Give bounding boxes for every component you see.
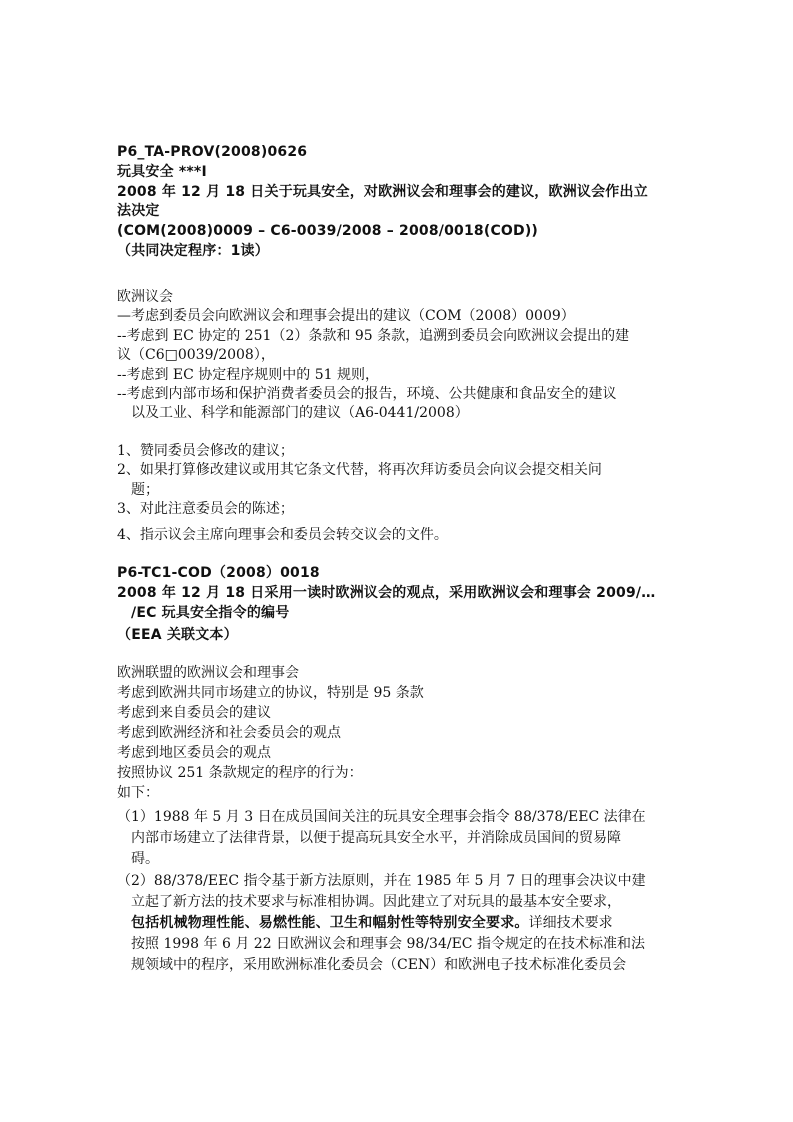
preamble-line: 议（C6□0039/2008）， — [117, 347, 275, 363]
preamble-line: 以及工业、科学和能源部门的建议（A6-0441/2008） — [131, 405, 469, 421]
preamble-line: --考虑到 EC 协定程序规则中的 51 规则， — [117, 367, 380, 383]
doc-subject: 玩具安全 ***I — [117, 164, 207, 180]
preamble-line: --考虑到内部市场和保护消费者委员会的报告，环境、公共健康和食品安全的建议 — [117, 386, 617, 402]
doc-ref: P6_TA-PROV(2008)0626 — [117, 144, 308, 160]
doc-codes: (COM(2008)0009 – C6-0039/2008 – 2008/0018(COD)) — [117, 223, 539, 239]
decision-item: 题； — [131, 482, 159, 498]
body-line: 考虑到地区委员会的观点 — [117, 745, 271, 761]
preamble-heading: 欧洲议会 — [117, 289, 173, 305]
recital-2-line: （2）88/378/EEC 指令基于新方法原则，并在 1985 年 5 月 7 日的理事会决议中建 — [117, 873, 646, 889]
decision-item: 4、指示议会主席向理事会和委员会转交议会的文件。 — [117, 527, 448, 543]
recital-1-line: 内部市场建立了法律背景，以便于提高玩具安全水平，并消除成员国间的贸易障 — [131, 830, 621, 846]
recital-2-line: 按照 1998 年 6 月 22 日欧洲议会和理事会 98/34/EC 指令规定的在技术标准和法 — [131, 936, 645, 952]
section2-ref: P6-TC1-COD（2008）0018 — [117, 565, 320, 581]
body-line: 按照协议 251 条款规定的程序的行为： — [117, 765, 363, 781]
recital-1-line: 碍。 — [131, 851, 159, 867]
section2-title-line1: 2008 年 12 月 18 日采用一读时欧洲议会的观点，采用欧洲议会和理事会 2009/… — [117, 585, 656, 601]
decision-item: 3、对此注意委员会的陈述； — [117, 501, 294, 517]
section2-title-line2: /EC 玩具安全指令的编号 — [131, 605, 290, 621]
preamble-line: --考虑到 EC 协定的 251（2）条款和 95 条款，追溯到委员会向欧洲议会提出的建 — [117, 328, 630, 344]
body-line: 欧洲联盟的欧洲议会和理事会 — [117, 665, 299, 681]
decision-item: 2、如果打算修改建议或用其它条文代替，将再次拜访委员会向议会提交相关问 — [117, 462, 602, 478]
body-line: 考虑到欧洲经济和社会委员会的观点 — [117, 725, 341, 741]
doc-title-line1: 2008 年 12 月 18 日关于玩具安全，对欧洲议会和理事会的建议，欧洲议会作出立 — [117, 184, 648, 200]
recital-1-line: （1）1988 年 5 月 3 日在成员国间关注的玩具安全理事会指令 88/378/EEC 法律在 — [117, 809, 646, 825]
preamble-line: —考虑到委员会向欧洲议会和理事会提出的建议（COM（2008）0009） — [117, 308, 575, 324]
recital-2-line — [131, 914, 613, 932]
doc-procedure: （共同决定程序：1读） — [117, 243, 269, 259]
decision-item: 1、赞同委员会修改的建议； — [117, 443, 294, 459]
body-line: 如下： — [117, 785, 159, 801]
recital-2-line: 规领域中的程序，采用欧洲标准化委员会（CEN）和欧洲电子技术标准化委员会 — [131, 957, 627, 973]
doc-title-line2: 法决定 — [117, 203, 160, 219]
recital-2-text: 详细技术要求 — [528, 915, 613, 931]
recital-2-line: 立起了新方法的技术要求与标准相协调。因此建立了对玩具的最基本安全要求， — [131, 894, 621, 910]
body-line: 考虑到欧洲共同市场建立的协议，特别是 95 条款 — [117, 685, 424, 701]
section2-note: （EEA 关联文本） — [117, 627, 238, 643]
recital-2-bold-text: 包括机械物理性能、易燃性能、卫生和幅射性等特别安全要求。 — [131, 915, 529, 931]
body-line: 考虑到来自委员会的建议 — [117, 705, 271, 721]
